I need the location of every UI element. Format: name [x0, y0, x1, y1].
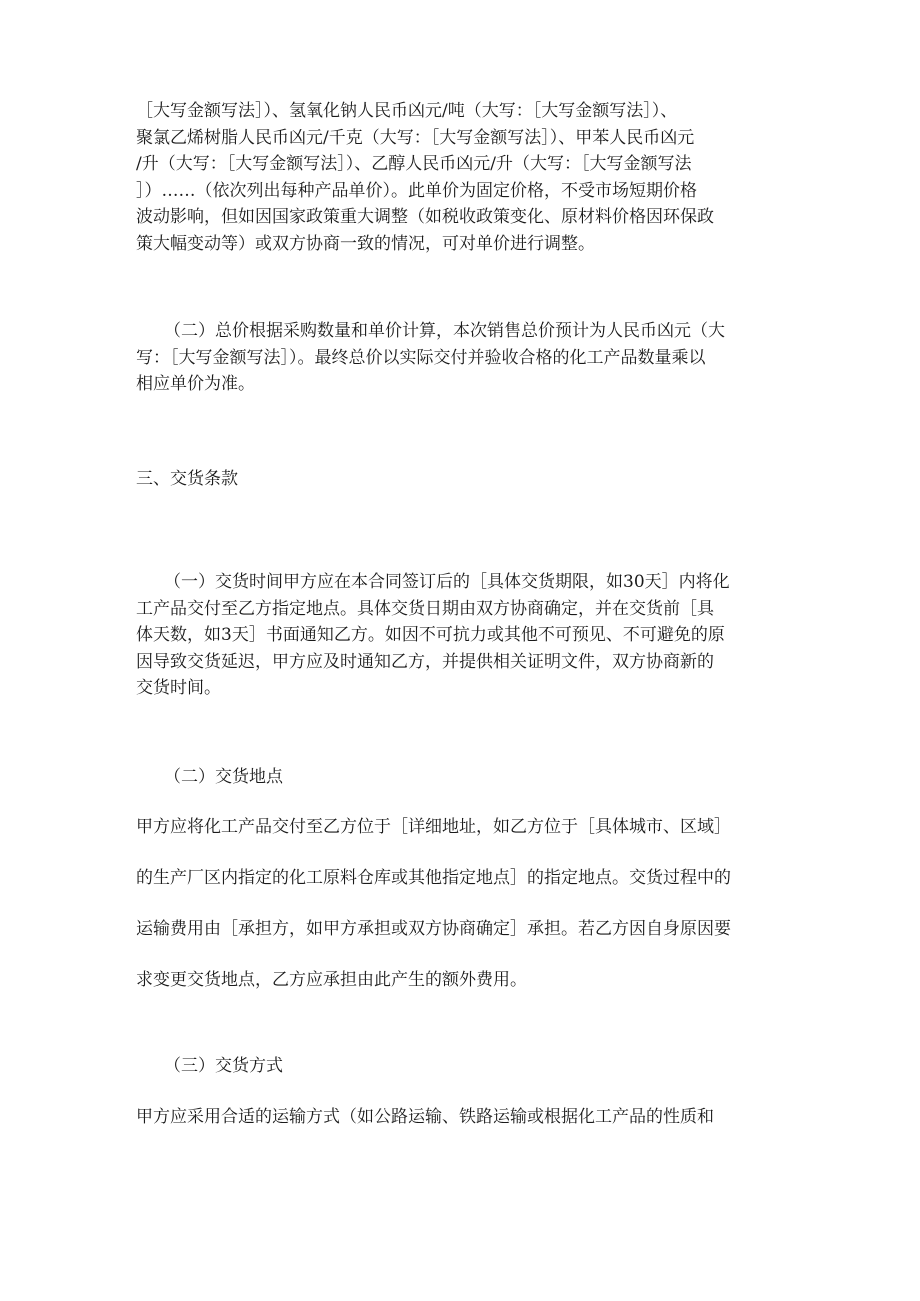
paragraph-line: 求变更交货地点，乙方应承担由此产生的额外费用。: [136, 970, 527, 990]
delivery-method-paragraph: [136, 1104, 784, 1130]
paragraph-line: 甲方应采用合适的运输方式（如公路运输、铁路运输或根据化工产品的性质和: [136, 1107, 714, 1127]
paragraph-line: ［大写金额写法］）、氢氧化钠人民币凶元/吨（大写：［大写金额写法］）、: [136, 101, 678, 121]
paragraph-line: 甲方应将化工产品交付至乙方位于［详细地址，如乙方位于［具体城市、区域］: [136, 817, 731, 837]
paragraph-line: 相应单价为准。: [136, 374, 255, 395]
subsection-title: （二）交货地点: [164, 767, 283, 787]
paragraph-line: ］）……（依次列出每种产品单价）。此单价为固定价格，不受市场短期价格: [136, 180, 697, 201]
section-heading-text: 三、交货条款: [136, 469, 238, 489]
paragraph-line: 运输费用由［承担方，如甲方承担或双方协商确定］承担。若乙方因自身原因要: [136, 919, 731, 939]
paragraph-line: 策大幅变动等）或双方协商一致的情况，可对单价进行调整。: [136, 233, 595, 254]
paragraph-line: （二）总价根据采购数量和单价计算，本次销售总价预计为人民币凶元（大: [164, 321, 725, 341]
paragraph-line: 写：［大写金额写法］）。最终总价以实际交付并验收合格的化工产品数量乘以: [136, 347, 706, 368]
delivery-time-paragraph: [136, 569, 784, 702]
paragraph-line: 工产品交付至乙方指定地点。具体交货日期由双方协商确定，并在交货前［具: [136, 598, 714, 619]
total-price-paragraph: [136, 318, 784, 398]
paragraph-line: （一）交货时间甲方应在本合同签订后的［具体交货期限，如30天］内将化: [164, 572, 730, 592]
paragraph-line: 交货时间。: [136, 678, 221, 699]
delivery-method-title: [136, 1053, 784, 1079]
paragraph-line: /升（大写：［大写金额写法］）、乙醇人民币凶元/升（大写：［大写金额写法: [136, 154, 692, 175]
paragraph-line: 聚氯乙烯树脂人民币凶元/千克（大写：［大写金额写法］）、甲苯人民币凶元: [136, 127, 695, 148]
paragraph-line: 因导致交货延迟，甲方应及时通知乙方，并提供相关证明文件，双方协商新的: [136, 651, 714, 672]
subsection-title: （三）交货方式: [164, 1056, 283, 1076]
delivery-place-title: [136, 764, 784, 790]
section-heading: [136, 466, 784, 492]
delivery-place-paragraph: [136, 802, 784, 1006]
unit-price-paragraph: [136, 98, 784, 258]
paragraph-line: 体天数，如3天］书面通知乙方。如因不可抗力或其他不可预见、不可避免的原: [136, 625, 725, 646]
paragraph-line: 波动影响，但如因国家政策重大调整（如税收政策变化、原材料价格因环保政: [136, 207, 714, 228]
paragraph-line: 的生产厂区内指定的化工原料仓库或其他指定地点］的指定地点。交货过程中的: [136, 868, 731, 888]
